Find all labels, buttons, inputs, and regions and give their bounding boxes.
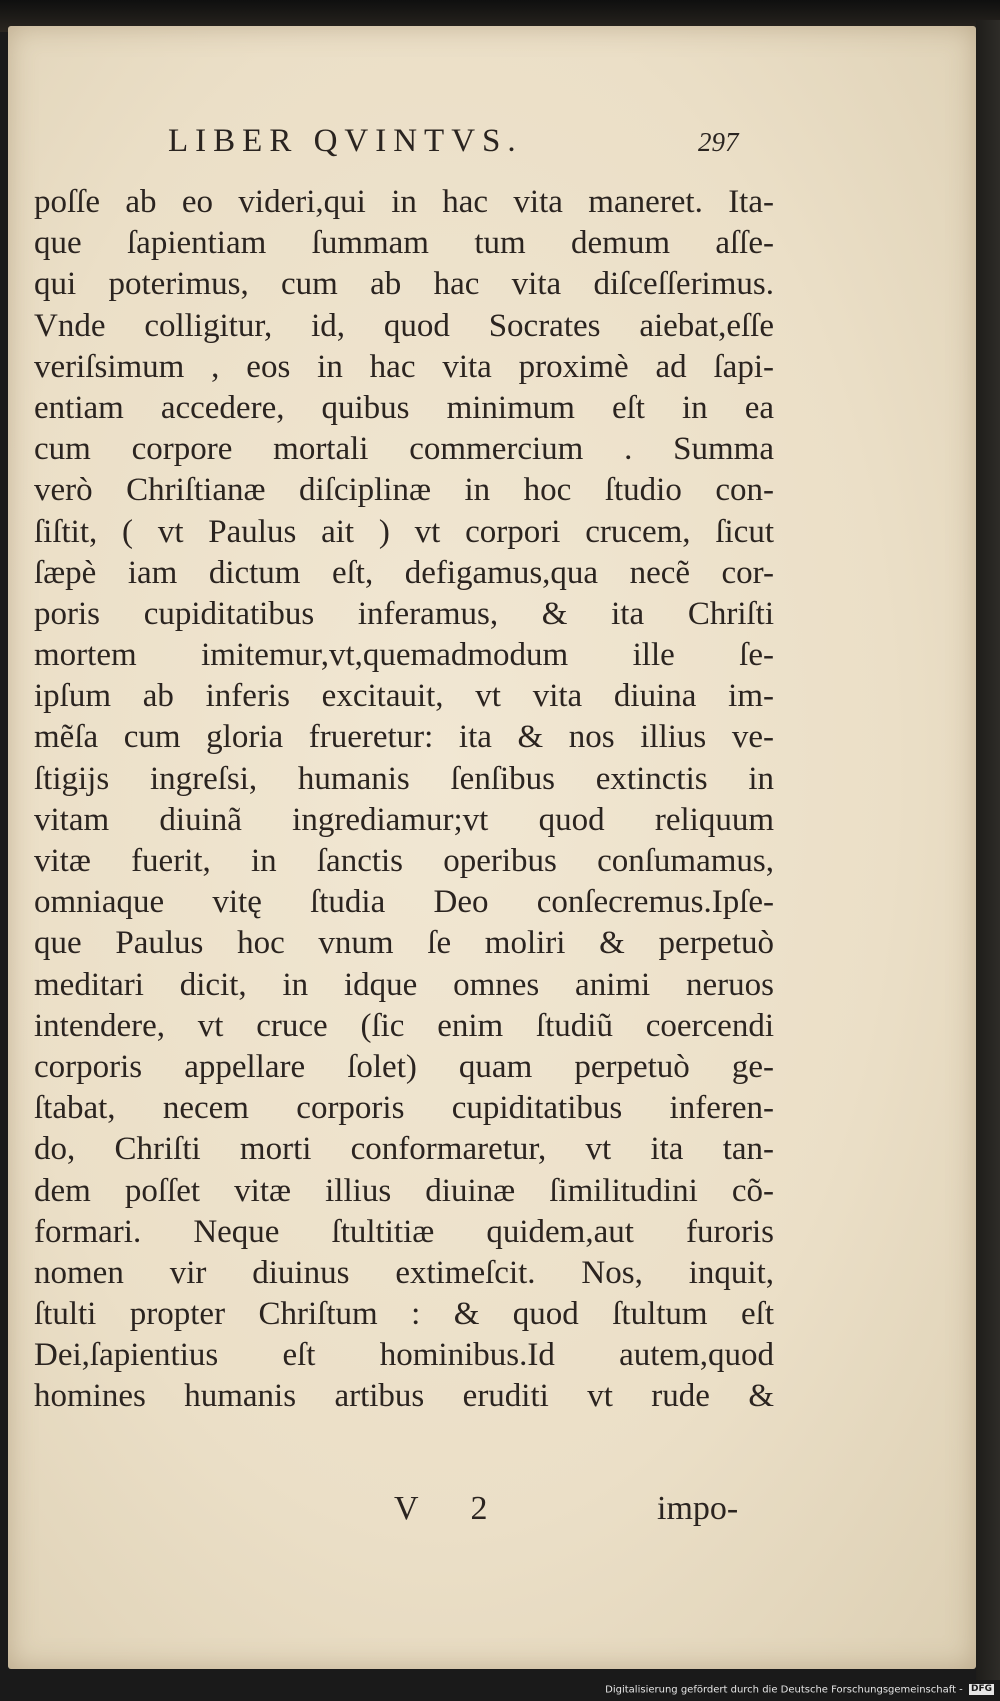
text-line: poris cupiditatibus inferamus, & ita Chriſti [34, 595, 774, 632]
text-line: poſſe ab eo videri,qui in hac vita maneret. Ita- [34, 184, 774, 220]
text-line: corporis appellare ſolet) quam perpetuò ge- [34, 1048, 774, 1085]
page-footer [34, 1490, 774, 1534]
scan-edge-right [976, 20, 1000, 1680]
body-text [34, 182, 774, 1418]
text-line: veriſsimum , eos in hac vita proximè ad ſapi- [34, 348, 774, 385]
text-line: ſtigijs ingreſsi, humanis ſenſibus extinctis in [34, 760, 774, 797]
credit-text: Digitalisierung gefördert durch die Deutsche Forschungsgemeinschaft - [605, 1684, 963, 1696]
text-line: verò Chriſtianæ diſciplinæ in hoc ſtudio con- [34, 472, 774, 509]
text-line: ſæpè iam dictum eſt, defigamus,qua necẽ cor- [34, 554, 774, 591]
text-line: ipſum ab inferis excitauit, vt vita diuina im- [34, 678, 774, 715]
text-line: ſtulti propter Chriſtum : & quod ſtultum eſt [34, 1296, 774, 1333]
signature-mark: V 2 [394, 1490, 510, 1527]
text-line: vitæ fuerit, in ſanctis operibus conſumamus, [34, 843, 774, 879]
text-line: homines humanis artibus eruditi vt rude & [34, 1378, 774, 1415]
page-number: 297 [698, 127, 739, 157]
text-line: qui poterimus, cum ab hac vita diſceſſerimus. [34, 266, 774, 303]
text-line: entiam accedere, quibus minimum eſt in ea [34, 389, 774, 426]
running-head-title: LIBER QVINTVS. [168, 123, 523, 159]
catchword: impo- [657, 1490, 739, 1527]
text-line: formari. Neque ſtultitiæ quidem,aut furoris [34, 1213, 774, 1250]
book-page [8, 26, 976, 1669]
digitization-credit [605, 1684, 994, 1696]
text-line: vitam diuinã ingrediamur;vt quod reliquum [34, 801, 774, 838]
text-line: que Paulus hoc vnum ſe moliri & perpetuò [34, 925, 774, 962]
text-line: ſtabat, necem corporis cupiditatibus inferen- [34, 1090, 774, 1127]
running-head [8, 123, 976, 173]
text-line: do, Chriſti morti conformaretur, vt ita tan- [34, 1131, 774, 1168]
text-line: omniaque vitę ſtudia Deo conſecremus.Ipſe- [34, 884, 774, 921]
text-line: meditari dicit, in idque omnes animi neruos [34, 966, 774, 1003]
text-line: que ſapientiam ſummam tum demum aſſe- [34, 225, 774, 262]
text-line: intendere, vt cruce (ſic enim ſtudiũ coercendi [34, 1007, 774, 1044]
text-line: mortem imitemur,vt,quemadmodum ille ſe- [34, 637, 774, 674]
text-line: Vnde colligitur, id, quod Socrates aiebat,eſſe [34, 307, 774, 344]
dfg-logo: DFG [970, 1684, 992, 1694]
text-line: cum corpore mortali commercium . Summa [34, 431, 774, 468]
text-line: mẽſa cum gloria frueretur: ita & nos illius ve- [34, 719, 774, 756]
text-line: dem poſſet vitæ illius diuinæ ſimilitudini cõ- [34, 1172, 774, 1209]
text-line: Dei,ſapientius eſt hominibus.Id autem,quod [34, 1337, 774, 1374]
text-line: nomen vir diuinus extimeſcit. Nos, inquit, [34, 1254, 774, 1291]
text-line: ſiſtit, ( vt Paulus ait ) vt corpori crucem, ſicut [34, 513, 774, 550]
